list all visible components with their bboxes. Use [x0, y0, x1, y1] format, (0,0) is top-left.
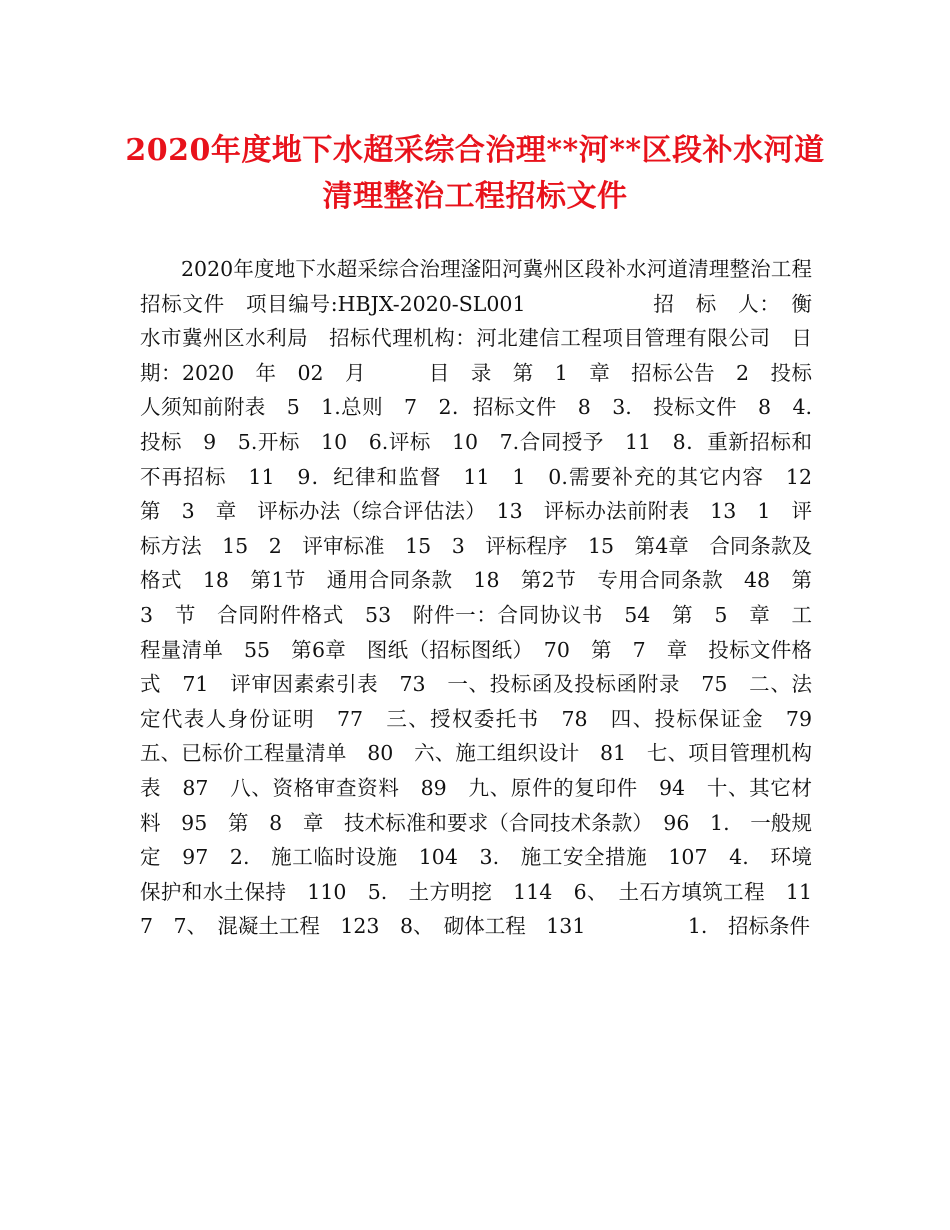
document-title: 2020年度地下水超采综合治理**河**区段补水河道清理整治工程招标文件 — [125, 133, 825, 214]
document-body: 2020年度地下水超采综合治理滏阳河冀州区段补水河道清理整治工程 招标文件 项目编号:HBJX-2020-SL001 招 标 人： 衡水市冀州区水利局 招标代理机构：河北建信工程项目管理有限公司 日 期：2020 年 02 月 目 录 第 1 章 招标公告 2 投标人须知前附表 5 1.总则 7 2．招标文件 8 3. 投标文件 8 4. 投标 9 5.开标 10 6.评标 10 7.合同授予 11 8．重新招标和不再招标 11 9．纪律和监督 11 1 0.需要补充的其它内容 12 第 3 章 评标办法（综合评估法） 13 评标办法前附表 13 1 评标方法 15 2 评审标准 15 3 评标程序 15 第4章 合同条款及格式 18 第1节 通用合同条款 18 第2节 专用合同条款 48 第 3 节 合同附件格式 53 附件一：合同协议书 54 第 5 章 工程量清单 55 第6章 图纸（招标图纸） 70 第 7 章 投标文件格式 71 评审因素索引表 73 一、投标函及投标函附录 75 二、法定代表人身份证明 77 三、授权委托书 78 四、投标保证金 79 五、已标价工程量清单 80 六、施工组织设计 81 七、项目管理机构表 87 八、资格审查资料 89 九、原件的复印件 94 十、其它材料 95 第 8 章 技术标准和要求（合同技术条款） 96 1. 一般规定 97 2. 施工临时设施 104 3. 施工安全措施 107 4. 环境保护和水土保持 110 5. 土方明挖 114 6、 土石方填筑工程 117 7、 混凝土工程 123 8、 砌体工程 131 1. 招标条件 — [140, 257, 833, 939]
